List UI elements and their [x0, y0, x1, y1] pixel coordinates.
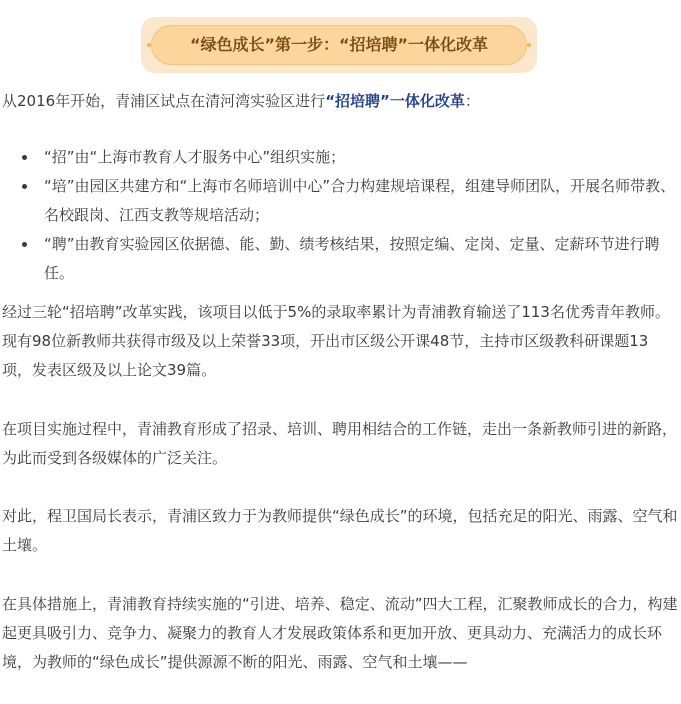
intro-prefix: 从2016年开始，青浦区试点在清河湾实验区进行: [2, 92, 326, 110]
list-item: [22, 230, 678, 288]
section-title-banner: [141, 17, 537, 73]
director-quote-paragraph: 对此，程卫国局长表示，青浦区致力于为教师提供“绿色成长”的环境，包括充足的阳光、雨露、空气和土壤。: [2, 507, 678, 554]
intro-highlight: “招培聘”一体化改革: [325, 92, 465, 110]
list-item: [22, 172, 678, 230]
bullet-dot-icon: [22, 184, 27, 189]
section-title: “绿色成长”第一步：“招培聘”一体化改革: [189, 35, 489, 54]
intro-suffix: ：: [464, 92, 480, 110]
bullet-text-recruit: “招”由“上海市教育人才服务中心”组织实施；: [44, 148, 346, 166]
bullet-text-train: “培”由园区共建方和“上海市名师培训中心”合力构建规培课程，组建导师团队，开展名师带教、名校跟岗、江西支教等规培活动；: [44, 177, 676, 224]
bullet-dot-icon: [22, 155, 27, 160]
results-paragraph: 经过三轮“招培聘”改革实践，该项目以低于5%的录取率累计为青浦教育输送了113名优秀青年教师。现有98位新教师共获得市级及以上荣誉33项，开出市区级公开课48节，主持市区级教科研课题13项，发表区级及以上论文39篇。: [2, 303, 670, 379]
intro-paragraph: [2, 87, 678, 116]
bullet-text-hire: “聘”由教育实验园区依据德、能、勤、绩考核结果，按照定编、定岗、定量、定薪环节进行聘任。: [44, 235, 660, 282]
bullet-dot-icon: [22, 242, 27, 247]
reform-bullet-list: [22, 143, 678, 288]
measures-paragraph: 在具体措施上，青浦教育持续实施的“引进、培养、稳定、流动”四大工程，汇聚教师成长的合力，构建起更具吸引力、竞争力、凝聚力的教育人才发展政策体系和更加开放、更具动力、充满活力的成长环境，为教师的“绿色成长”提供源源不断的阳光、雨露、空气和土壤——: [2, 595, 678, 671]
list-item: [22, 143, 678, 172]
process-paragraph: 在项目实施过程中，青浦教育形成了招录、培训、聘用相结合的工作链，走出一条新教师引进的新路，为此而受到各级媒体的广泛关注。: [2, 420, 678, 467]
